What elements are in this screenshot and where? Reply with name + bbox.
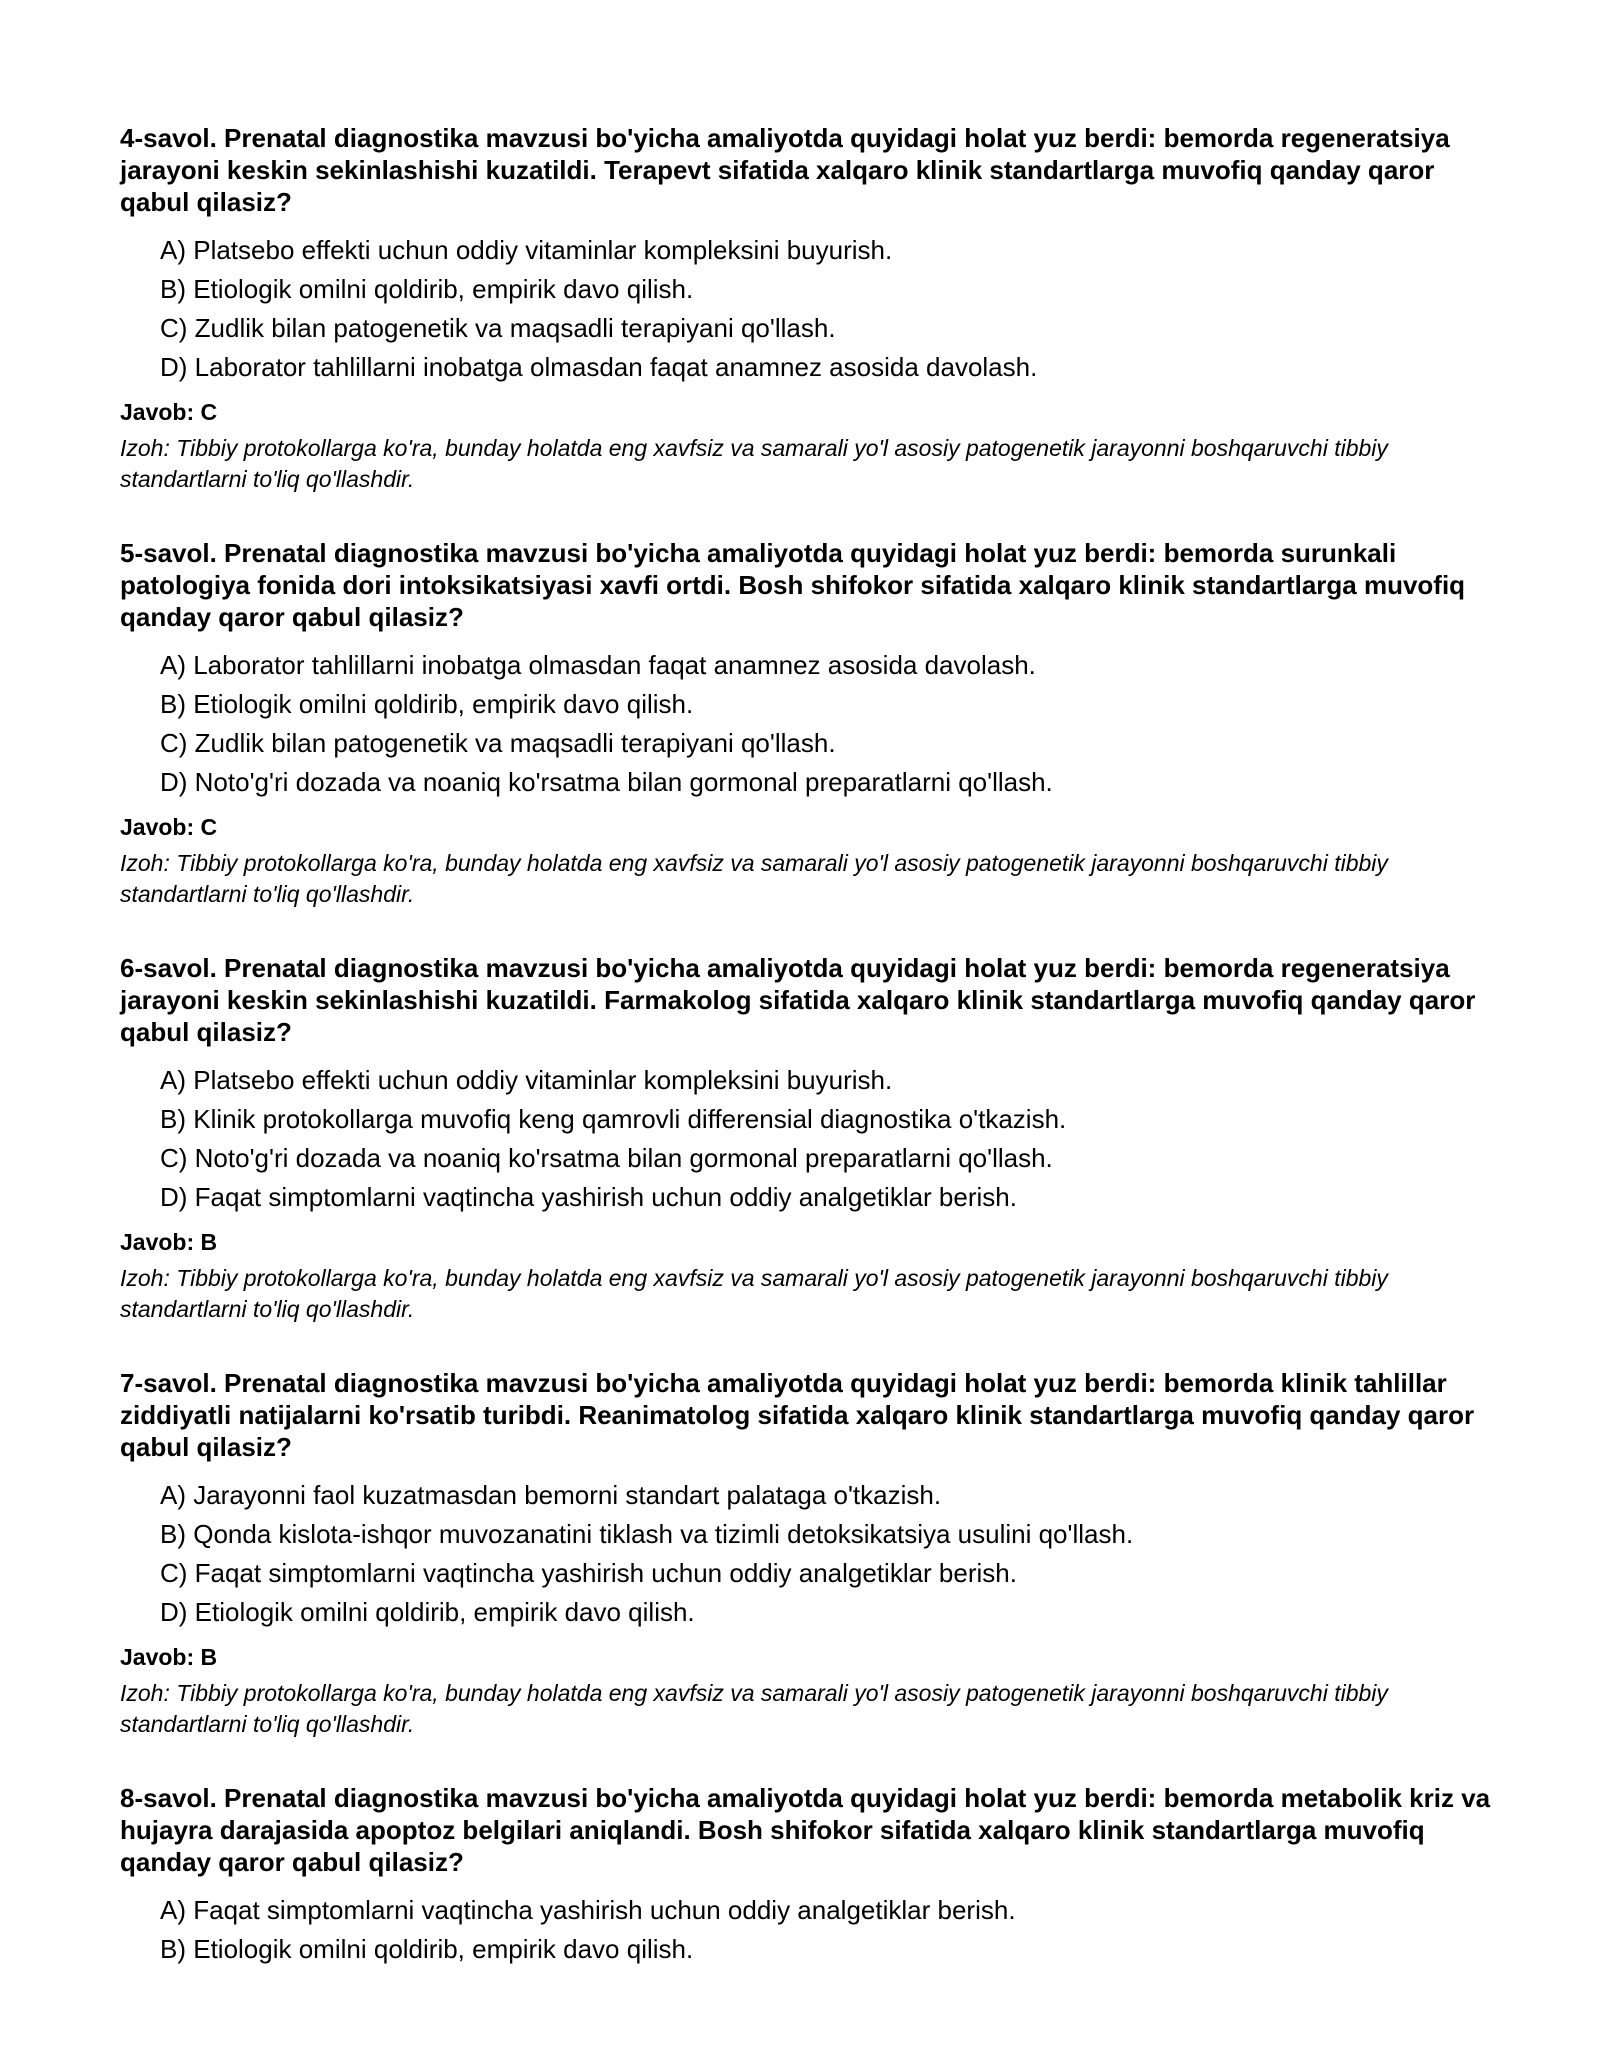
correct-answer: Javob: B (120, 1229, 218, 1255)
correct-answer: Javob: B (120, 1644, 218, 1670)
correct-answer: Javob: C (120, 399, 218, 425)
option-d: D) Noto'g'ri dozada va noaniq ko'rsatma bilan gormonal preparatlarni qo'llash. (160, 767, 1053, 797)
answer-options (120, 1476, 1500, 1632)
question-block-6 (120, 952, 1500, 1325)
option-c: C) Zudlik bilan patogenetik va maqsadli terapiyani qo'llash. (160, 728, 836, 758)
explanation-note: Izoh: Tibbiy protokollarga ko'ra, bunday holatda eng xavfsiz va samarali yo'l asosiy patogenetik jarayonni boshqaruvchi tibbiy standartlarni to'liq qo'llashdir. (120, 850, 1388, 907)
question-title: 5-savol. Prenatal diagnostika mavzusi bo'yicha amaliyotda quyidagi holat yuz berdi: bemorda surunkali patologiya fonida dori intoksikatsiyasi xavfi ortdi. Bosh shifokor sifatida xalqaro klinik standartlarga muvofiq qanday qaror qabul qilasiz? (120, 538, 1466, 632)
option-b: B) Etiologik omilni qoldirib, empirik davo qilish. (160, 689, 694, 719)
option-b: B) Etiologik omilni qoldirib, empirik davo qilish. (160, 274, 694, 304)
option-c: C) Noto'g'ri dozada va noaniq ko'rsatma bilan gormonal preparatlarni qo'llash. (160, 1143, 1053, 1173)
option-a: A) Laborator tahlillarni inobatga olmasdan faqat anamnez asosida davolash. (160, 650, 1036, 680)
explanation-note: Izoh: Tibbiy protokollarga ko'ra, bunday holatda eng xavfsiz va samarali yo'l asosiy patogenetik jarayonni boshqaruvchi tibbiy standartlarni to'liq qo'llashdir. (120, 1680, 1388, 1737)
question-title: 8-savol. Prenatal diagnostika mavzusi bo'yicha amaliyotda quyidagi holat yuz berdi: bemorda metabolik kriz va hujayra darajasida apoptoz belgilari aniqlandi. Bosh shifokor sifatida xalqaro klinik standartlarga muvofiq qanday qaror qabul qilasiz? (120, 1783, 1491, 1877)
answer-options (120, 1891, 1500, 1969)
option-d: D) Etiologik omilni qoldirib, empirik davo qilish. (160, 1597, 695, 1627)
question-title: 4-savol. Prenatal diagnostika mavzusi bo'yicha amaliyotda quyidagi holat yuz berdi: bemorda regeneratsiya jarayoni keskin sekinlashishi kuzatildi. Terapevt sifatida xalqaro klinik standartlarga muvofiq qanday qaror qabul qilasiz? (120, 123, 1450, 217)
question-title: 7-savol. Prenatal diagnostika mavzusi bo'yicha amaliyotda quyidagi holat yuz berdi: bemorda klinik tahlillar ziddiyatli natijalarni ko'rsatib turibdi. Reanimatolog sifatida xalqaro klinik standartlarga muvofiq qanday qaror qabul qilasiz? (120, 1368, 1475, 1462)
option-a: A) Platsebo effekti uchun oddiy vitaminlar kompleksini buyurish. (160, 235, 893, 265)
answer-options (120, 231, 1500, 387)
option-a: A) Jarayonni faol kuzatmasdan bemorni standart palataga o'tkazish. (160, 1480, 942, 1510)
question-block-8 (120, 1782, 1500, 1969)
option-b: B) Klinik protokollarga muvofiq keng qamrovli differensial diagnostika o'tkazish. (160, 1104, 1067, 1134)
option-c: C) Zudlik bilan patogenetik va maqsadli terapiyani qo'llash. (160, 313, 836, 343)
explanation-note: Izoh: Tibbiy protokollarga ko'ra, bunday holatda eng xavfsiz va samarali yo'l asosiy patogenetik jarayonni boshqaruvchi tibbiy standartlarni to'liq qo'llashdir. (120, 1265, 1388, 1322)
document-page (120, 122, 1500, 2011)
option-d: D) Faqat simptomlarni vaqtincha yashirish uchun oddiy analgetiklar berish. (160, 1182, 1017, 1212)
option-d: D) Laborator tahlillarni inobatga olmasdan faqat anamnez asosida davolash. (160, 352, 1038, 382)
option-b: B) Etiologik omilni qoldirib, empirik davo qilish. (160, 1934, 694, 1964)
option-b: B) Qonda kislota-ishqor muvozanatini tiklash va tizimli detoksikatsiya usulini qo'llash. (160, 1519, 1134, 1549)
answer-options (120, 1061, 1500, 1217)
explanation-note: Izoh: Tibbiy protokollarga ko'ra, bunday holatda eng xavfsiz va samarali yo'l asosiy patogenetik jarayonni boshqaruvchi tibbiy standartlarni to'liq qo'llashdir. (120, 435, 1388, 492)
question-title: 6-savol. Prenatal diagnostika mavzusi bo'yicha amaliyotda quyidagi holat yuz berdi: bemorda regeneratsiya jarayoni keskin sekinlashishi kuzatildi. Farmakolog sifatida xalqaro klinik standartlarga muvofiq qanday qaror qabul qilasiz? (120, 953, 1476, 1047)
question-block-5 (120, 537, 1500, 910)
answer-options (120, 646, 1500, 802)
correct-answer: Javob: C (120, 814, 218, 840)
option-a: A) Platsebo effekti uchun oddiy vitaminlar kompleksini buyurish. (160, 1065, 893, 1095)
option-c: C) Faqat simptomlarni vaqtincha yashirish uchun oddiy analgetiklar berish. (160, 1558, 1017, 1588)
option-a: A) Faqat simptomlarni vaqtincha yashirish uchun oddiy analgetiklar berish. (160, 1895, 1016, 1925)
question-block-7 (120, 1367, 1500, 1740)
question-block-4 (120, 122, 1500, 495)
